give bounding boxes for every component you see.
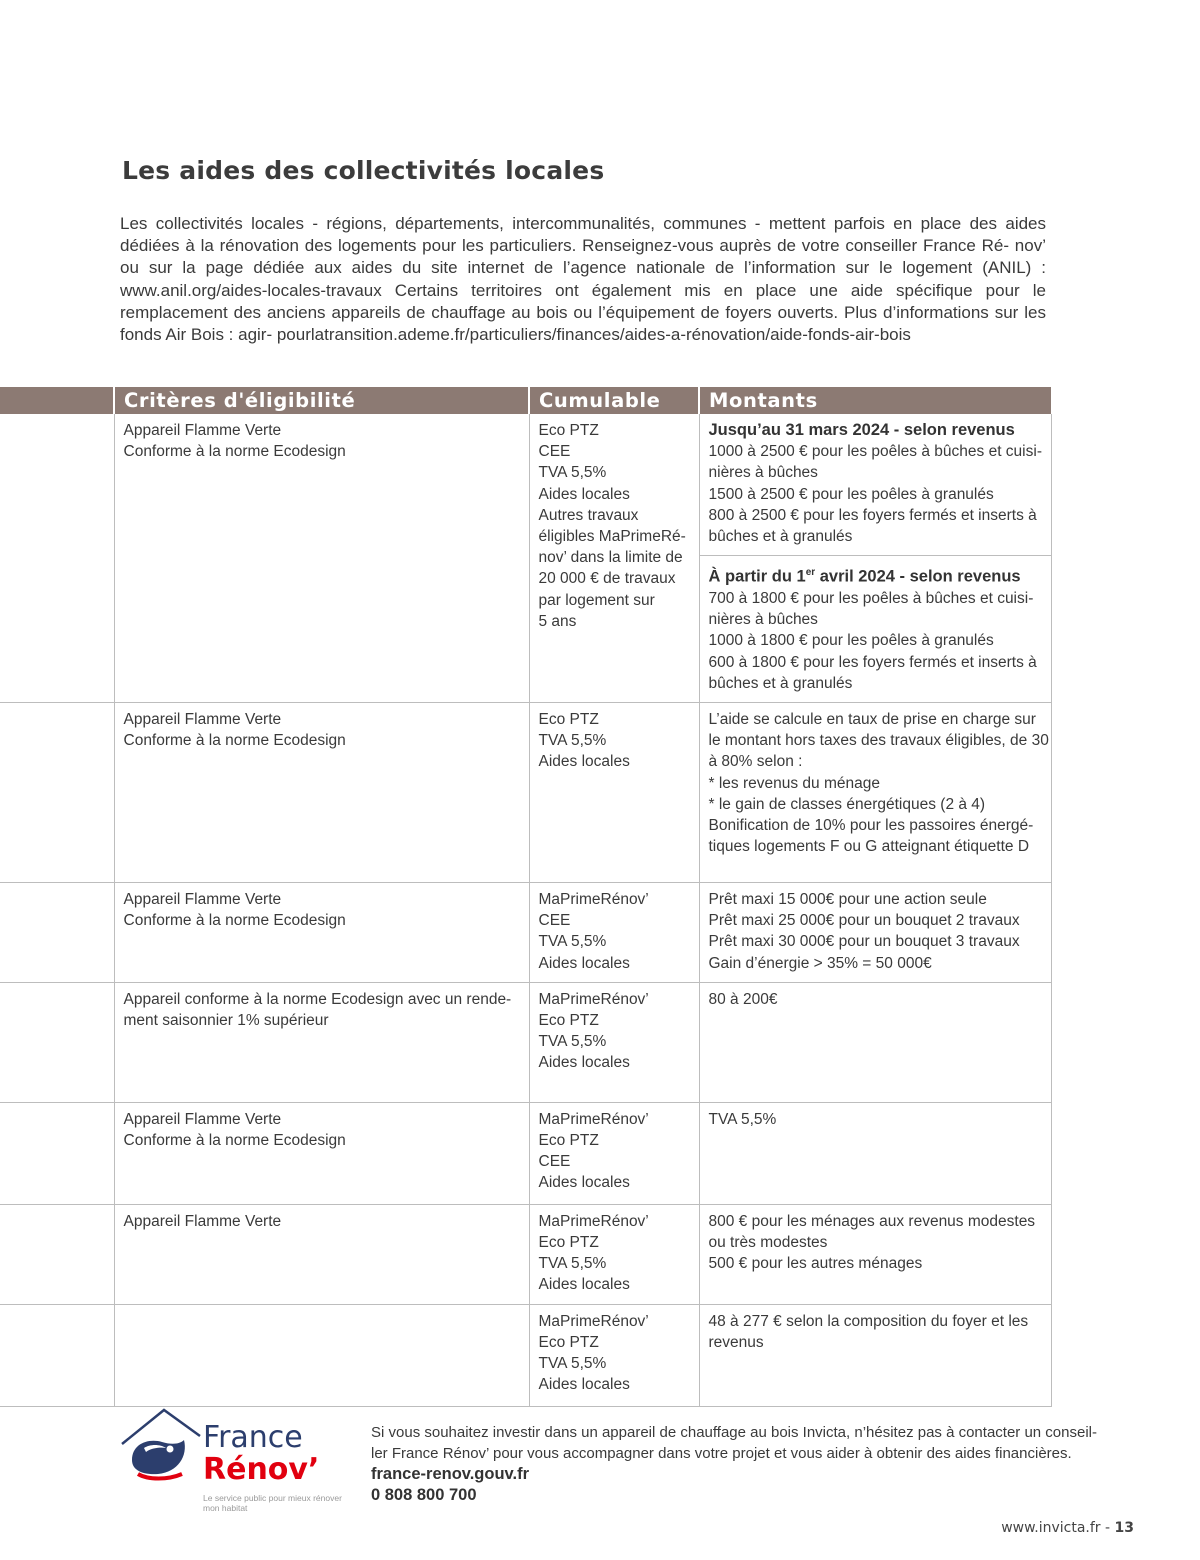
criteres-line: Conforme à la norme Ecodesign — [123, 732, 346, 750]
page-footer — [1001, 1520, 1134, 1536]
montants-line: nières à bûches — [708, 464, 818, 482]
table-row — [0, 1304, 1051, 1406]
cumulable-line: Eco PTZ — [538, 1011, 599, 1029]
table-row — [0, 702, 1051, 882]
cumulable-line: Autres travaux — [538, 506, 639, 524]
montants-line: le montant hors taxes des travaux éligibles, de 30 — [708, 732, 1049, 750]
cumulable-line: CEE — [538, 443, 571, 461]
montants-line: tiques logements F ou G atteignant étiquette D — [708, 838, 1030, 856]
footer-contact — [371, 1422, 1097, 1506]
montants-cell — [699, 1304, 1051, 1406]
criteres-line: Conforme à la norme Ecodesign — [123, 912, 346, 930]
footer-text-line: Si vous souhaitez investir dans un appareil de chauffage au bois Invicta, n’hésitez pas à contacter un conseil- — [371, 1424, 1097, 1441]
criteres-cell — [114, 702, 529, 882]
row-blank-cell — [0, 1304, 114, 1406]
montants-period-heading — [709, 562, 1043, 588]
montants-line: ou très modestes — [708, 1233, 828, 1251]
cumulable-cell — [529, 882, 699, 982]
montants-line: bûches et à granulés — [708, 674, 853, 692]
montants-line: * le gain de classes énergétiques (2 à 4) — [708, 795, 986, 813]
cumulable-cell — [529, 1204, 699, 1304]
cumulable-cell — [529, 702, 699, 882]
table-header-row — [0, 387, 1051, 414]
table-header-blank — [0, 387, 114, 414]
cumulable-line: par logement sur — [538, 591, 655, 609]
cumulable-line: Eco PTZ — [538, 422, 599, 439]
criteres-cell — [114, 982, 529, 1102]
footer-website-link[interactable]: france-renov.gouv.fr — [371, 1465, 529, 1483]
cumulable-line: Aides locales — [538, 753, 630, 771]
criteres-line: Conforme à la norme Ecodesign — [123, 1131, 346, 1149]
montants-line: Prêt maxi 15 000€ pour une action seule — [708, 890, 987, 908]
logo-tagline: Le service public pour mieux rénover mon habitat — [203, 1493, 342, 1513]
header-montants: Montants — [699, 387, 1051, 414]
cumulable-line: nov’ dans la limite de — [538, 549, 683, 567]
footer-phone: 0 808 800 700 — [371, 1486, 477, 1504]
montants-line: 800 € pour les ménages aux revenus modestes — [708, 1212, 1036, 1230]
row-blank-cell — [0, 414, 114, 702]
header-criteres: Critères d'éligibilité — [114, 387, 529, 414]
montants-line: TVA 5,5% — [708, 1110, 777, 1128]
heading-text: À partir du 1 — [708, 567, 806, 586]
cumulable-line: MaPrimeRénov’ — [538, 990, 649, 1008]
section-title: Les aides des collectivités locales — [122, 156, 605, 185]
cumulable-line: Eco PTZ — [538, 1333, 599, 1351]
montants-line: 1000 à 2500 € pour les poêles à bûches et cuisi- — [708, 443, 1042, 461]
criteres-cell — [114, 882, 529, 982]
cumulable-line: Aides locales — [538, 1376, 630, 1394]
cumulable-line: MaPrimeRénov’ — [538, 890, 649, 908]
cumulable-line: TVA 5,5% — [538, 1354, 607, 1372]
cumulable-line: Eco PTZ — [538, 1233, 599, 1251]
cumulable-line: MaPrimeRénov’ — [538, 1312, 649, 1330]
cumulable-line: TVA 5,5% — [538, 1033, 607, 1051]
criteres-line: Appareil Flamme Verte — [123, 710, 282, 728]
cumulable-line: TVA 5,5% — [538, 732, 607, 750]
cumulable-cell — [529, 982, 699, 1102]
montants-cell — [699, 882, 1051, 982]
montants-line: 80 à 200€ — [708, 990, 778, 1008]
aid-table — [0, 387, 1052, 1407]
row-blank-cell — [0, 882, 114, 982]
cumulable-line: TVA 5,5% — [538, 933, 607, 951]
criteres-cell — [114, 1304, 529, 1406]
cumulable-line: Aides locales — [538, 954, 630, 972]
cumulable-line: Eco PTZ — [538, 1131, 599, 1149]
montants-line: Prêt maxi 30 000€ pour un bouquet 3 travaux — [708, 933, 1020, 951]
cumulable-line: CEE — [538, 1153, 571, 1171]
footer-separator: - — [1100, 1520, 1115, 1536]
cumulable-line: Aides locales — [538, 1054, 630, 1072]
criteres-cell — [114, 414, 529, 702]
cumulable-cell — [529, 1102, 699, 1204]
cumulable-line: Aides locales — [538, 1276, 630, 1294]
montants-line: * les revenus du ménage — [708, 774, 880, 792]
row-blank-cell — [0, 702, 114, 882]
row-blank-cell — [0, 982, 114, 1102]
montants-line: Prêt maxi 25 000€ pour un bouquet 2 travaux — [708, 912, 1020, 930]
criteres-line: Conforme à la norme Ecodesign — [123, 443, 346, 461]
montants-line: 1500 à 2500 € pour les poêles à granulés — [708, 485, 994, 503]
montants-line: 1000 à 1800 € pour les poêles à granulés — [708, 632, 994, 650]
cumulable-line: TVA 5,5% — [538, 1255, 607, 1273]
criteres-line: Appareil Flamme Verte — [123, 1212, 282, 1230]
montants-line: bûches et à granulés — [708, 528, 853, 546]
cumulable-line: Eco PTZ — [538, 710, 599, 728]
montants-line: revenus — [708, 1333, 764, 1351]
table-row — [0, 414, 1051, 702]
table-row — [0, 882, 1051, 982]
logo-word-renov: Rénov’ — [203, 1452, 320, 1487]
montants-line: L’aide se calcule en taux de prise en charge sur — [708, 710, 1036, 728]
montants-line: 700 à 1800 € pour les poêles à bûches et cuisi- — [708, 589, 1034, 607]
montants-period-heading: Jusqu’au 31 mars 2024 - selon revenus — [708, 421, 1015, 439]
criteres-cell — [114, 1102, 529, 1204]
montants-cell — [699, 414, 1051, 702]
cumulable-line: CEE — [538, 912, 571, 930]
intro-paragraph: Les collectivités locales - régions, départements, intercommunalités, communes - mettent parfois en place des aides dédiées à la rénovation des logements pour les particuliers. Renseignez-vous auprès de votre conseiller France Ré- nov’ ou sur la page dédiée aux aides du site internet de l’agence nationale de l’information sur le logement (ANIL) : www.anil.org/aides-locales-travaux Certains territoires ont également mis en place une aide spécifique pour le remplacement des anciens appareils de chauffage au bois ou l’équipement de foyers ouverts. Plus d’informations sur les fonds Air Bois : agir- pourlatransition.ademe.fr/particuliers/finances/aides-a-rénovation/aide-fonds-air-bois — [120, 214, 1046, 345]
france-renov-logo — [118, 1404, 358, 1524]
montants-line: 48 à 277 € selon la composition du foyer et les — [708, 1312, 1029, 1330]
table-row — [0, 1204, 1051, 1304]
table-row — [0, 1102, 1051, 1204]
logo-word-france: France — [203, 1420, 303, 1455]
row-blank-cell — [0, 1204, 114, 1304]
page-number: 13 — [1114, 1520, 1134, 1536]
montants-line: à 80% selon : — [708, 753, 803, 771]
montants-cell — [699, 982, 1051, 1102]
montants-cell — [699, 1102, 1051, 1204]
heading-superscript: er — [805, 567, 816, 579]
table-row — [0, 982, 1051, 1102]
cumulable-line: 5 ans — [538, 612, 577, 630]
cumulable-line: Aides locales — [538, 485, 630, 503]
cumulable-line: MaPrimeRénov’ — [538, 1212, 649, 1230]
cumulable-cell — [529, 414, 699, 702]
criteres-line: Appareil Flamme Verte — [123, 422, 282, 439]
montants-line: 800 à 2500 € pour les foyers fermés et inserts à — [708, 506, 1037, 524]
row-blank-cell — [0, 1102, 114, 1204]
cumulable-line: TVA 5,5% — [538, 464, 607, 482]
montants-period-block — [700, 555, 1051, 702]
criteres-line: ment saisonnier 1% supérieur — [123, 1011, 329, 1029]
footer-site[interactable]: www.invicta.fr — [1001, 1520, 1101, 1536]
heading-text: avril 2024 - selon revenus — [815, 567, 1021, 586]
header-cumulable: Cumulable — [529, 387, 699, 414]
cumulable-line: éligibles MaPrimeRé- — [538, 528, 686, 546]
montants-cell — [699, 1204, 1051, 1304]
cumulable-line: MaPrimeRénov’ — [538, 1110, 649, 1128]
montants-line: Gain d’énergie > 35% = 50 000€ — [708, 954, 932, 972]
montants-line: nières à bûches — [708, 611, 818, 629]
criteres-line: Appareil conforme à la norme Ecodesign avec un rende- — [123, 990, 512, 1008]
footer-text-line: ler France Rénov’ pour vous accompagner dans votre projet et vous aider à obtenir des aides financières. — [371, 1445, 1072, 1462]
cumulable-line: Aides locales — [538, 1174, 630, 1192]
criteres-line: Appareil Flamme Verte — [123, 890, 282, 908]
montants-line: 600 à 1800 € pour les foyers fermés et inserts à — [708, 653, 1037, 671]
criteres-cell — [114, 1204, 529, 1304]
montants-line: Bonification de 10% pour les passoires énergé- — [708, 816, 1034, 834]
cumulable-line: 20 000 € de travaux — [538, 570, 676, 588]
cumulable-cell — [529, 1304, 699, 1406]
montants-line: 500 € pour les autres ménages — [708, 1255, 923, 1273]
montants-cell — [699, 702, 1051, 882]
criteres-line: Appareil Flamme Verte — [123, 1110, 282, 1128]
montants-period-block — [700, 414, 1051, 555]
